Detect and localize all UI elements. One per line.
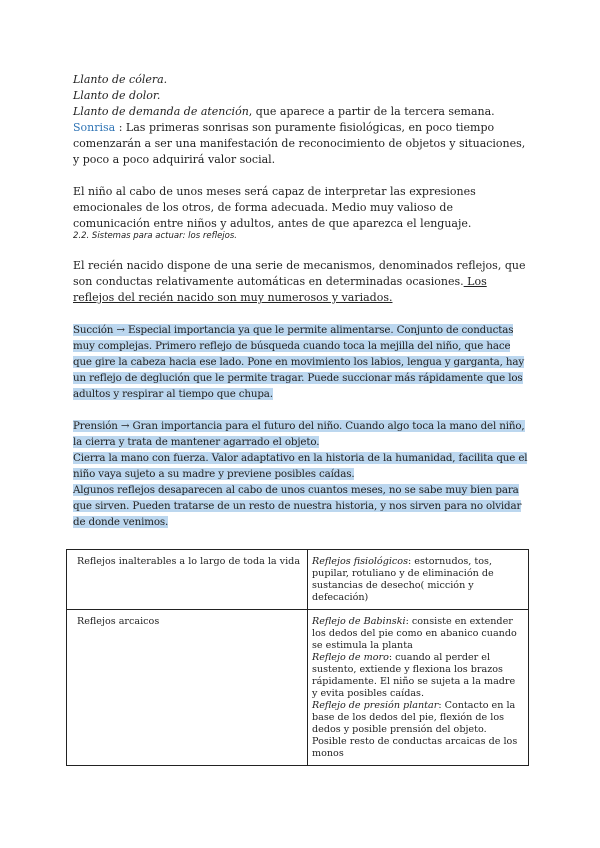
llanto-colera: Llanto de cólera. [73, 73, 168, 86]
reflejos-table [66, 549, 529, 766]
table-cell-arcaicos: Reflejos arcaicos [67, 610, 308, 766]
cierra-text: Cierra la mano con fuerza. Valor adaptativo en la historia de la humanidad, facilita que el niño vaya sujeto a su madre y previene posibles caídas. [73, 452, 528, 480]
llanto-demanda-rest: , que aparece a partir de la tercera semana. [248, 105, 495, 118]
presion-entry [312, 700, 522, 760]
table-row [67, 550, 529, 610]
babinski-text: : consiste en extender los dedos del pie como en abanico cuando se estimula la planta [312, 616, 517, 651]
succion-text: Succión → Especial importancia ya que le permite alimentarse. Conjunto de conductas muy complejas. Primero reflejo de búsqueda cuando toca la mejilla del niño, que hace que gire la cabeza hacia ese lado. Pone en movimiento los labios, lengua y garganta, hay un reflejo de deglución que le permite tragar. Puede succionar más rápidamente que los adultos y respirar al tiempo que chupa. [73, 324, 525, 400]
table-row [67, 610, 529, 766]
section-heading: 2.2. Sistemas para actuar: los reflejos. [73, 231, 237, 241]
moro-label: Reflejo de moro [312, 652, 389, 663]
llanto-dolor: Llanto de dolor. [73, 89, 161, 102]
sonrisa-text: : Las primeras sonrisas son puramente fisiológicas, en poco tiempo comenzarán a ser una manifestación de reconocimiento de objetos y situaciones, y poco a poco adquirirá valor social. [73, 121, 526, 166]
table-cell-inalterables: Reflejos inalterables a lo largo de toda la vida [67, 550, 308, 610]
llanto-demanda [73, 104, 529, 120]
cierra-paragraph [73, 450, 529, 482]
fisiologicos-label: Reflejos fisiológicos [312, 556, 408, 567]
llanto-demanda-italic: Llanto de demanda de atención [73, 105, 249, 118]
fisiologicos-text: : estornudos, tos, pupilar, rotuliano y de eliminación de sustancias de desecho( micción y defecación) [312, 556, 494, 603]
reflejos-intro [73, 258, 529, 306]
emociones-paragraph: El niño al cabo de unos meses será capaz de interpretar las expresiones emocionales de los otros, de forma adecuada. Medio muy valioso de comunicación entre niños y adultos, antes de que aparezca el lenguaje. [73, 185, 476, 230]
babinski-entry [312, 616, 522, 652]
prension-paragraph [73, 418, 529, 450]
desaparecen-text: Algunos reflejos desaparecen al cabo de unos cuantos meses, no se sabe muy bien para que sirven. Pueden tratarse de un resto de nuestra historia, y nos sirven para no olvidar de donde venimos. [73, 484, 522, 528]
reflejos-intro-text: El recién nacido dispone de una serie de mecanismos, denominados reflejos, que son conductas relativamente automáticas en determinadas ocasiones. [73, 259, 526, 288]
sonrisa-label: Sonrisa [73, 121, 116, 134]
babinski-label: Reflejo de Babinski [312, 616, 406, 627]
table-cell-arcaicos-detail [308, 610, 529, 766]
reflejos-intro-underlined: Los reflejos del recién nacido son muy numerosos y variados. [73, 275, 487, 304]
document-body [73, 72, 529, 530]
sonrisa-paragraph [73, 120, 529, 168]
table-cell-fisiologicos [308, 550, 529, 610]
succion-paragraph [73, 322, 529, 402]
moro-entry [312, 652, 522, 700]
presion-text: : Contacto en la base de los dedos del pie, flexión de los dedos y posible prensión del objeto. Posible resto de conductas arcaicas de los monos [312, 700, 518, 759]
presion-label: Reflejo de presión plantar [312, 700, 439, 711]
moro-text: : cuando al perder el sustento, extiende y flexiona los brazos rápidamente. El niño se sujeta a la madre y evita posibles caídas. [312, 652, 516, 699]
prension-text: Prensión → Gran importancia para el futuro del niño. Cuando algo toca la mano del niño, la cierra y trata de mantener agarrado el objeto. [73, 420, 525, 448]
desaparecen-paragraph [73, 482, 529, 530]
